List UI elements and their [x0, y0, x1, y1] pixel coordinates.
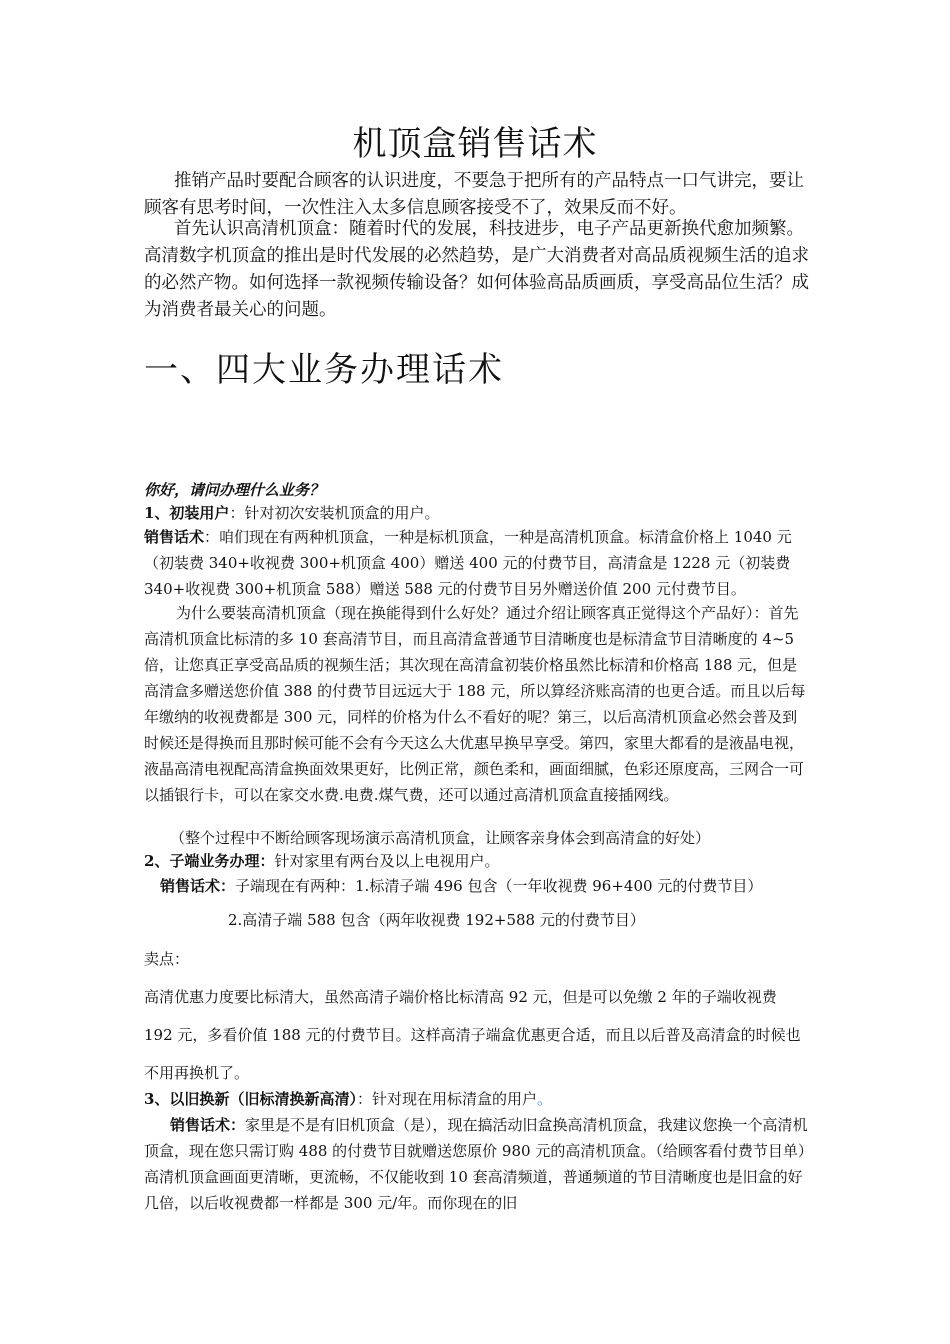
item2-sales-line-1 — [160, 873, 762, 899]
intro-paragraph-2: 首先认识高清机顶盒：随着时代的发展，科技进步，电子产品更新换代愈加频繁。高清数字机顶盒的推出是时代发展的必然趋势，是广大消费者对高品质视频生活的追求的必然产物。如何选择一款视频传输设备？如何体验高品质画质，享受高品位生活？成为消费者最关心的问题。 — [144, 219, 809, 320]
item1-sales-paragraph — [144, 524, 810, 602]
item2-sales-label: 销售话术： — [160, 877, 236, 895]
greeting-question: 你好，请问办理什么业务？ — [144, 481, 325, 499]
selling-points-text: 高清优惠力度要比标清大，虽然高清子端价格比标清高 92 元，但是可以免缴 2 年的子端收视费 192 元，多看价值 188 元的付费节目。这样高清子端盒优惠更合适，而且以后普及高清盒的时候也不用再换机了。 — [144, 988, 801, 1082]
item3-sales-text: 家里是不是有旧机顶盒（是），现在搞活动旧盒换高清机顶盒，我建议您换一个高清机顶盒，现在您只需订购 488 的付费节目就赠送您原价 980 元的高清机顶盒。（给顾客看付费节目单）高清机顶盒画面更清晰，更流畅，不仅能收到 10 套高清频道，普通频道的节目清晰度也是旧盒的好几倍，以后收视费都一样都是 300 元/年。而你现在的旧 — [144, 1116, 808, 1212]
item2-sales-line1: 子端现在有两种：1.标清子端 496 包含（一年收视费 96+400 元的付费节目） — [235, 877, 763, 895]
item2-text: 针对家里有两台及以上电视用户。 — [274, 852, 500, 870]
item1-line — [144, 500, 810, 526]
item1-sales-text: ：咱们现在有两种机顶盒，一种是标机顶盒，一种是高清机顶盒。标清盒价格上 1040 元（初装费 340+收视费 300+机顶盒 400）赠送 400 元的付费节目，高清盒是 1228 元（初装费 340+收视费 300+机顶盒 588）赠送 588 元的付费节目另外赠送价值 200 元付费节目。 — [144, 528, 792, 598]
item1-body-paragraph: 为什么要装高清机顶盒（现在换能得到什么好处？通过介绍让顾客真正觉得这个产品好）：首先高清机顶盒比标清的多 10 套高清节目，而且高清盒普通节目清晰度也是标清盒节目清晰度的 4~5 倍，让您真正享受高品质的视频生活；其次现在高清盒初装价格虽然比标清和价格高 188 元，但是高清盒多赠送您价值 388 的付费节目远远大于 188 元，所以算经济账高清的也更合适。而且以后每年缴纳的收视费都是 300 元，同样的价格为什么不看好的呢？第三，以后高清机顶盒必然会普及到时候还是得换而且那时候可能不会有今天这么大优惠早换早享受。第四，家里大都看的是液晶电视，液晶高清电视配高清盒换面效果更好，比例正常，颜色柔和，画面细腻，色彩还原度高，三网合一可以插银行卡，可以在家交水费.电费.煤气费，还可以通过高清机顶盒直接插网线。 — [144, 604, 806, 804]
item3-sales-paragraph — [144, 1112, 810, 1216]
item1-text: ：针对初次安装机顶盒的用户。 — [229, 504, 440, 522]
intro-paragraph-1: 推销产品时要配合顾客的认识进度，不要急于把所有的产品特点一口气讲完，要让顾客有思考时间，一次性注入太多信息顾客接受不了，效果反而不好。 — [144, 171, 804, 218]
item1-note: （整个过程中不断给顾客现场演示高清机顶盒，让顾客亲身体会到高清盒的好处） — [170, 829, 711, 847]
section-heading: 一、四大业务办理话术 — [144, 350, 504, 390]
item1-sales-label: 销售话术 — [144, 528, 205, 546]
item2-sales-line-2: 2.高清子端 588 包含（两年收视费 192+588 元的付费节目） — [228, 911, 645, 929]
item2-label: 2、子端业务办理： — [144, 852, 275, 870]
item1-label: 1、初装用户 — [144, 504, 230, 522]
item3-sales-label: 销售话术： — [170, 1116, 246, 1134]
item3-label: 3、以旧换新（旧标清换新高清） — [144, 1090, 357, 1108]
document-title: 机顶盒销售话术 — [352, 124, 598, 164]
item3-line — [144, 1086, 810, 1112]
item3-period: 。 — [536, 1090, 552, 1108]
selling-points-label: 卖点： — [144, 950, 190, 968]
item2-line — [144, 848, 810, 874]
item3-text: ：针对现在用标清盒的用户 — [356, 1090, 537, 1108]
